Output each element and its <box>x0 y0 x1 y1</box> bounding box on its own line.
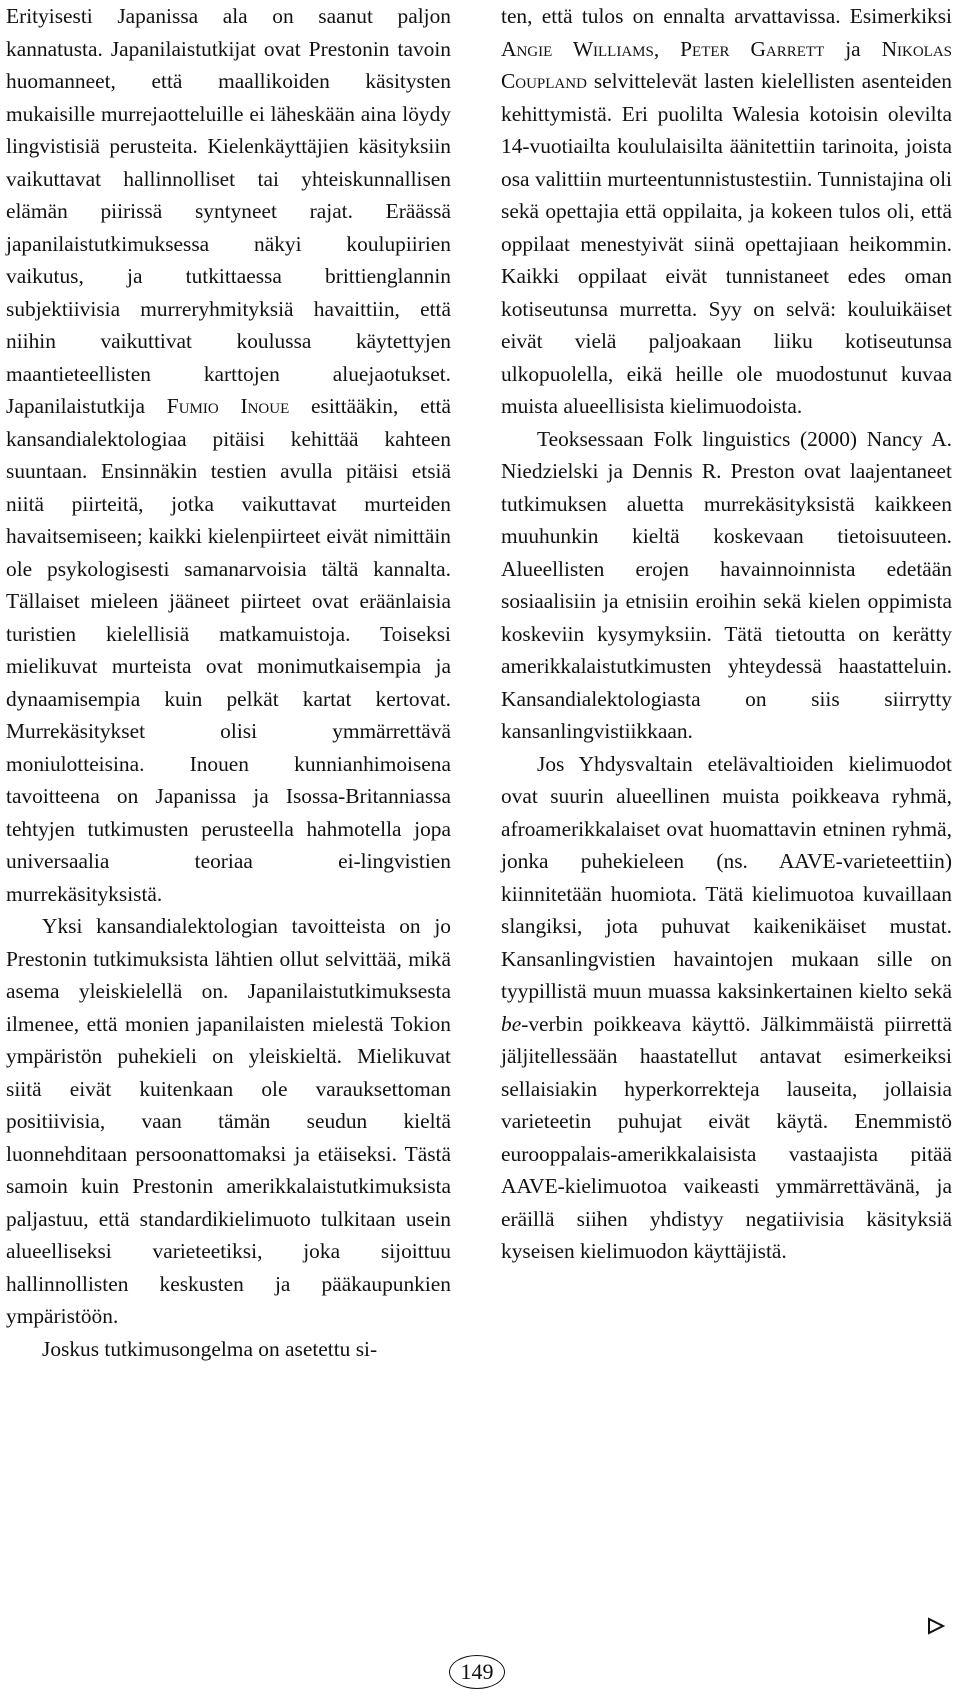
triangle-right-icon <box>926 1616 946 1636</box>
author-name: Fumio Inoue <box>166 394 290 418</box>
author-name: Peter Garrett <box>680 36 825 61</box>
paragraph <box>6 0 451 910</box>
paragraph: Yksi kansandialektologian tavoitteista on jo Prestonin tutkimuksista lähtien ollut selvittää, mikä asema yleiskielellä on. Japanilaistutkimuksesta ilmenee, että monien japanilaisten mielestä Tokion ympäristön puhekieli on yleiskieltä. Mielikuvat siitä eivät kuitenkaan ole varauksettoman positiivisia, vaan tämän seudun kieltä luonnehditaan persoonattomaksi ja etäiseksi. Tästä samoin kuin Prestonin amerikkalaistutkimuksista paljastuu, että standardikielimuoto tulkitaan usein alueelliseksi varieteetiksi, joka sijoittuu hallinnollisten keskusten ja pääkaupunkien ympäristöön. <box>6 914 451 1328</box>
paragraph-text: Jos Yhdysvaltain etelävaltioiden kielimuodot ovat suurin alueellinen muista poikkeava ryhmä, afroamerikkalaiset ovat huomattavin etninen ryhmä, jonka puhekieleen (ns. AAVE-varieteettiin) kiinnitetään huomiota. Tätä kielimuotoa kuvaillaan slangiksi, jota puhuvat kaikenikäiset mustat. Kansanlingvistien havaintojen mukaan sille on tyypillistä muun muassa kaksinkertainen kielto sekä <box>501 751 952 1003</box>
paragraph: Joskus tutkimusongelma on asetettu si- <box>42 1336 378 1361</box>
page-number <box>449 1655 505 1689</box>
paragraph-text: selvittelevät lasten kielellisten asenteiden kehittymistä. Eri puolilta Walesia kotoisin olevilta 14-vuotiailta koululaisilta äänitettiin tarinoita, joista osa valittiin murteentunnistustestiin. Tunnistajina oli sekä opettajia että oppilaita, ja kokeen tulos oli, että oppilaat menestyivät siinä opettajiaan heikommin. Kaikki oppilaat eivät tunnistaneet edes oman kotiseutunsa murretta. Syy on selvä: kouluikäiset eivät vielä paljoakaan liiku kotiseutunsa ulkopuolella, eikä heille ole muodostunut kuvaa muista alueellisista kielimuodoista. <box>501 69 952 418</box>
paragraph-text: esittääkin, että kansandialektologiaa pitäisi kehittää kahteen suuntaan. Ensinnäkin testien avulla pitäisi etsiä niitä piirteitä, jotka vaikuttavat murteiden havaitsemiseen; kaikki kielenpiirteet eivät nimittäin ole psykologisesti samanarvoisia tältä kannalta. Tällaiset mieleen jääneet piirteet ovat eräänlaisia turistien kielellisiä matkamuistoja. Toiseksi mielikuvat murteista ovat monimutkaisempia ja dynaamisempia kuin pelkät kartat kertovat. Murrekäsitykset olisi ymmärrettävä moniulotteisina. Inouen kunnianhimoisena tavoitteena on Japanissa ja Isossa-Britanniassa tehtyjen tutkimusten perusteella hahmotella jopa universaalia teoriaa ei-lingvistien murrekäsityksistä. <box>6 394 451 906</box>
separator: , <box>653 36 660 61</box>
paragraph <box>501 748 952 1268</box>
separator: ja <box>845 36 861 61</box>
author-name: Angie Williams <box>501 36 654 61</box>
paragraph-text: -verbin poikkeava käyttö. Jälkimmäistä piirrettä jäljitellessään haastatellut antavat esimerkeiksi sellaisiakin hyperkorrekteja lauseita, jollaisia varieteetin puhujat eivät käytä. Enemmistö eurooppalais-amerikkalaisista vastaajista pitää AAVE-kielimuotoa vaikeasti ymmärrettävänä, ja eräillä siihen yhdistyy negatiivisia käsityksiä kyseisen kielimuodon käyttäjistä. <box>501 1011 952 1263</box>
right-column <box>501 0 952 1268</box>
left-column <box>6 0 451 1365</box>
paragraph-text: Erityisesti Japanissa ala on saanut paljon kannatusta. Japanilaistutkijat ovat Prestonin tavoin huomanneet, että maallikoiden käsitysten mukaisille murrejaotteluille ei läheskään aina löydy lingvistisiä perusteita. Kielenkäyttäjien käsityksiin vaikuttavat hallinnolliset tai yhteiskunnallisen elämän piirissä syntyneet rajat. Eräässä japanilaistutkimuksessa näkyi koulupiirien vaikutus, ja tutkittaessa brittienglannin subjektiivisia murreryhmityksiä havaittiin, että niihin vaikuttivat koulussa käytettyjen maantieteellisten karttojen aluejaotukset. Japanilaistutkija <box>6 4 451 418</box>
paragraph-text: ten, että tulos on ennalta arvattavissa. Esimerkiksi <box>501 4 952 28</box>
triangle-right-icon-svg <box>926 1616 946 1636</box>
paragraph <box>501 0 952 423</box>
author-name: Nikolas Coupland <box>501 36 953 93</box>
paragraph: Teoksessaan Folk linguistics (2000) Nancy A. Niedzielski ja Dennis R. Preston ovat laajentaneet tutkimuksen aluetta murrekäsityksistä kaikkeen muuhunkin kieltä koskevaan tietoisuuteen. Alueellisten erojen havainnoinnista edetään sosiaalisiin ja etnisiin eroihin sekä kielen oppimista koskeviin kysymyksiin. Tätä tietoutta on kerätty amerikkalaistutkimusten yhteydessä haastatteluin. Kansandialektologiasta on siis siirrytty kansanlingvistiikkaan. <box>501 426 952 743</box>
page-number-text: 149 <box>460 1659 494 1684</box>
emphasis-text: be <box>501 1011 522 1036</box>
